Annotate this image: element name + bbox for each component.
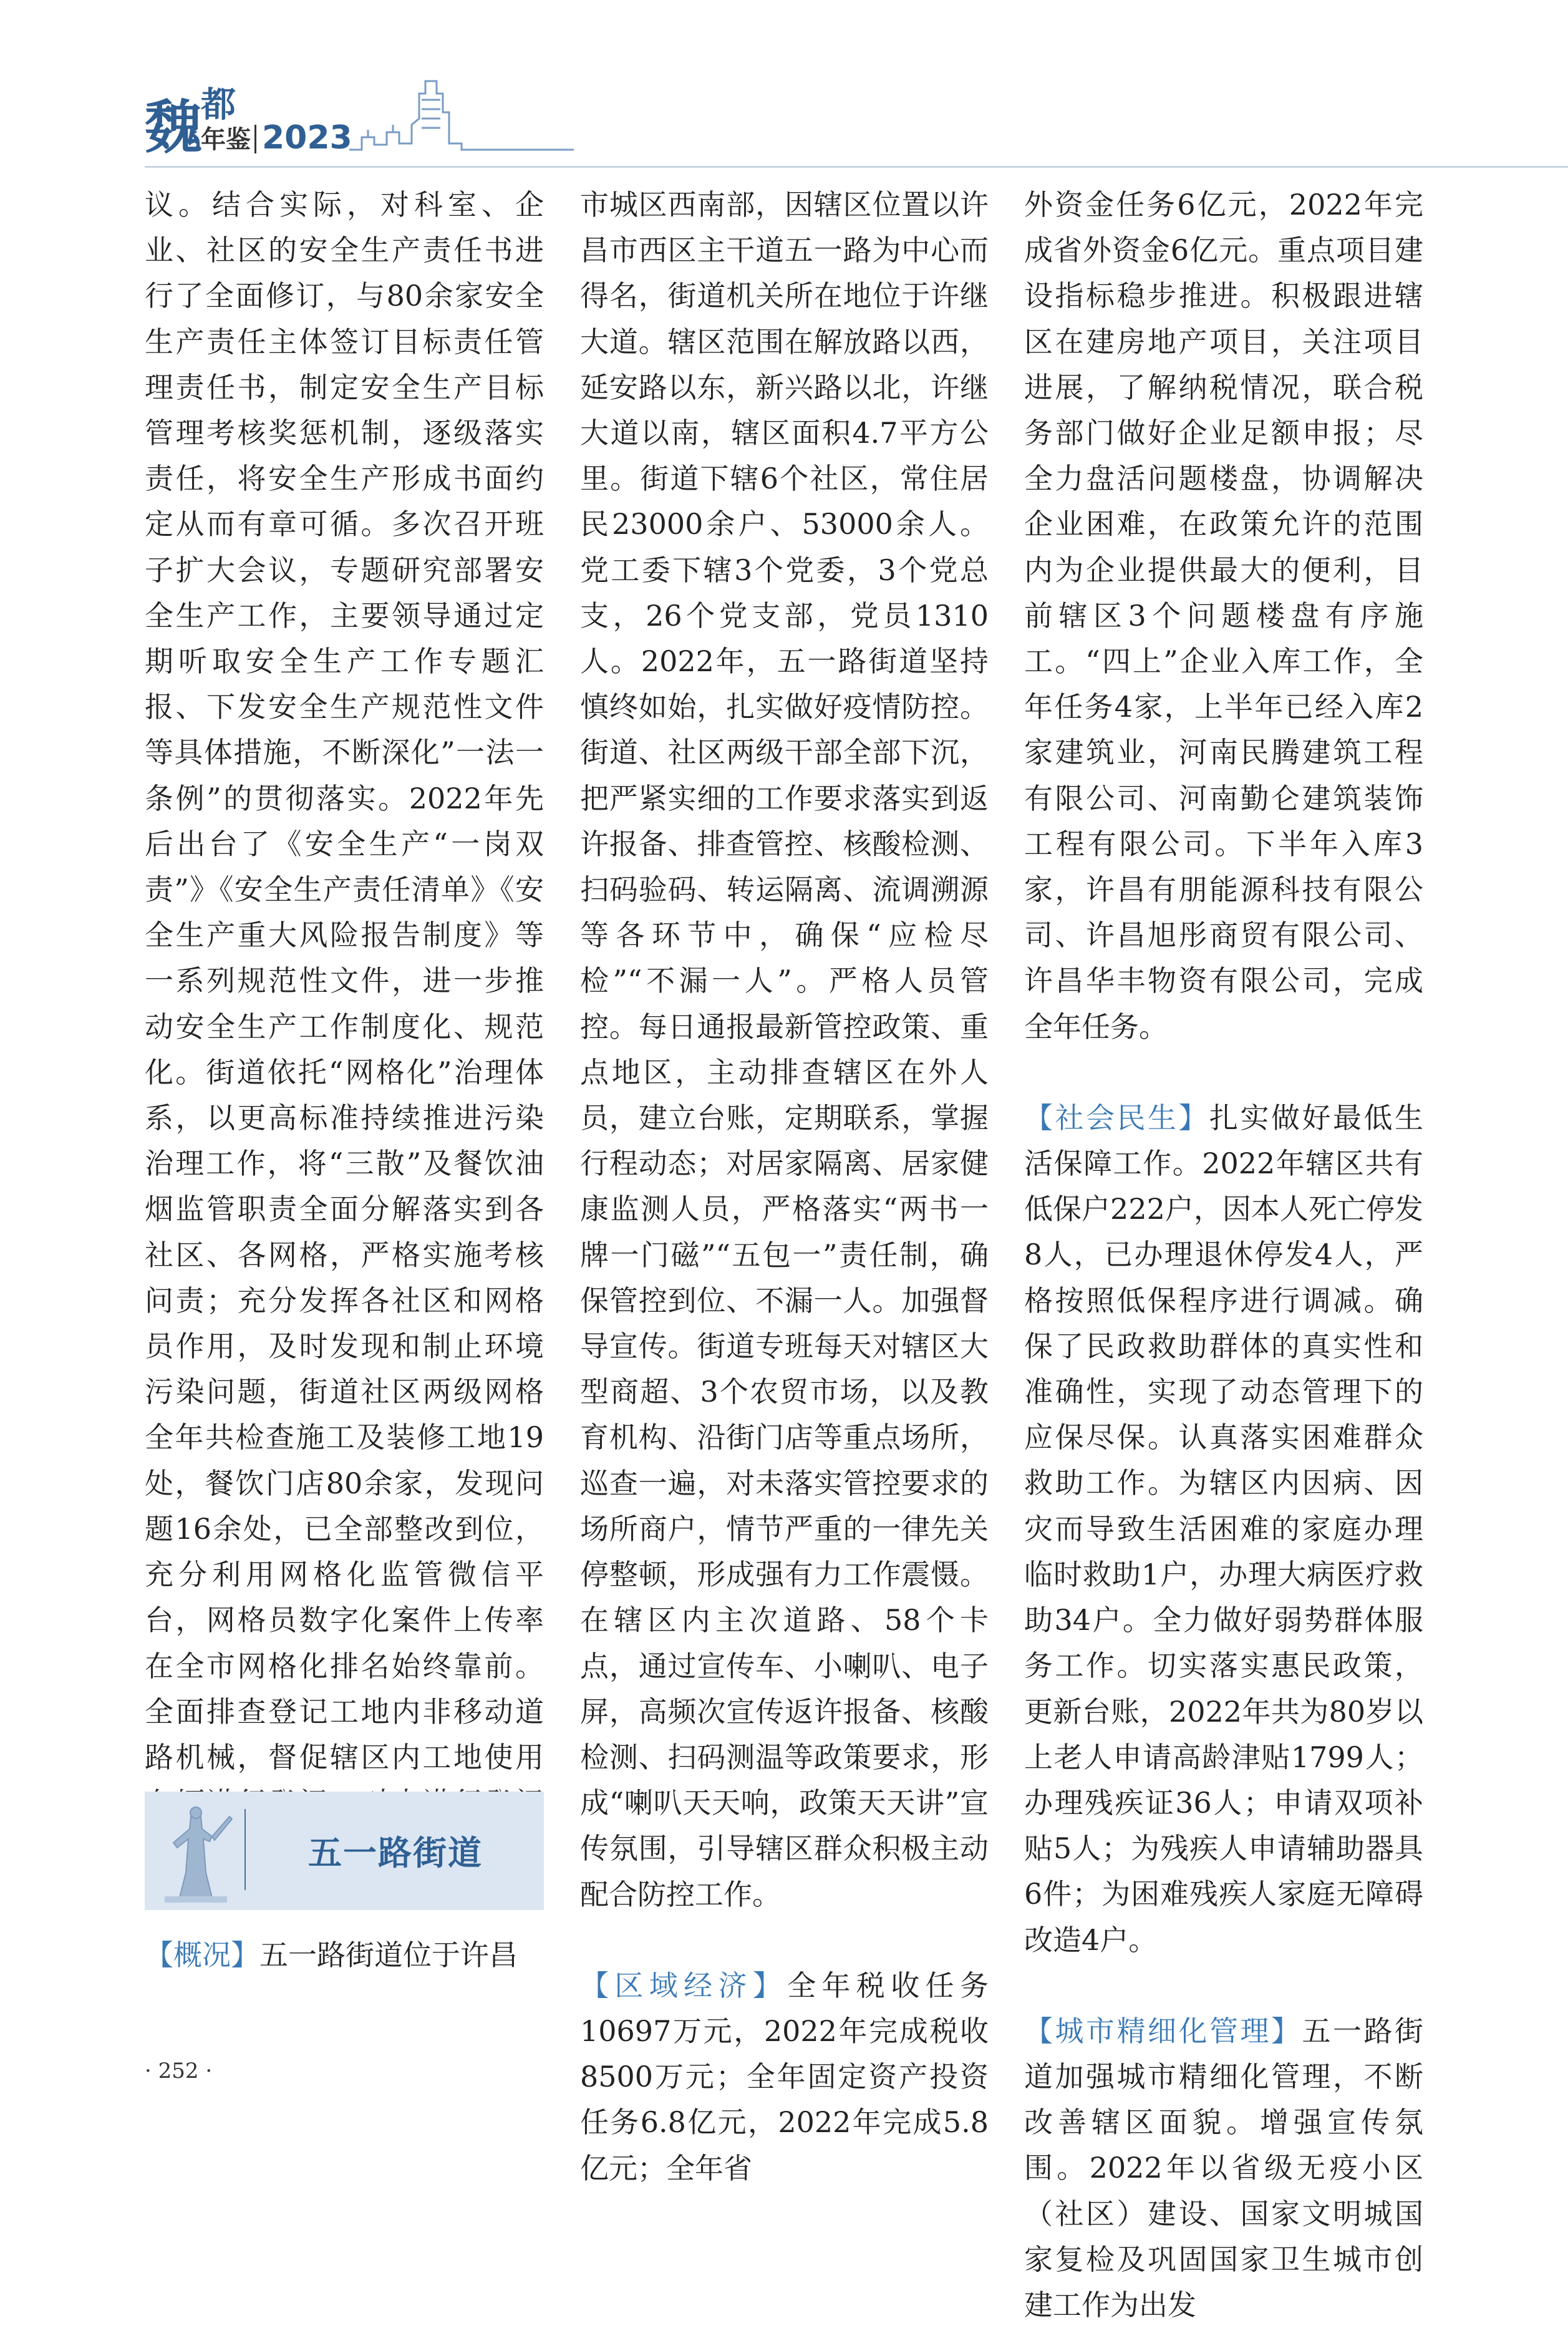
column-1 — [145, 182, 544, 1918]
page-number: · 252 · — [145, 2059, 213, 2083]
column-2 — [580, 182, 989, 2191]
banner-divider — [244, 1809, 246, 1890]
column-3 — [1024, 182, 1423, 2328]
urban-management-paragraph — [1024, 2009, 1423, 2328]
regional-economy-text: 全年税收任务10697万元，2022年完成税收8500万元；全年固定资产投资任务6.8亿元，2022年完成5.8亿元；全年省 — [580, 1968, 989, 2185]
section-title: 五一路街道 — [308, 1833, 483, 1873]
logo-divider — [254, 125, 256, 153]
logo-du-char: 都 — [201, 84, 236, 125]
social-livelihood-text: 扎实做好最低生活保障工作。2022年辖区共有低保户222户，因本人死亡停发8人，已办理退休停发4人，严格按照低保程序进行调减。确保了民政救助群体的真实性和准确性，实现了动态管理下的应保尽保。认真落实困难群众救助工作。为辖区内因病、因灾而导致生活困难的家庭办理临时救助1户，办理大病医疗救助34户。全力做好弱势群体服务工作。切实落实惠民政策，更新台账，2022年共为80岁以上老人申请高龄津贴1799人；办理残疾证36人；申请双项补贴5人；为残疾人申请辅助器具6件；为困难残疾人家庭无障碍改造4户。 — [1024, 1100, 1423, 1957]
page-header — [0, 0, 1568, 168]
overview-paragraph — [145, 1933, 544, 1978]
col1-paragraph: 议。结合实际，对科室、企业、社区的安全生产责任书进行了全面修订，与80余家安全生产责任主体签订目标责任管理责任书，制定安全生产目标管理考核奖惩机制，逐级落实责任，将安全生产形成书面约定从而有章可循。多次召开班子扩大会议，专题研究部署安全生产工作，主要领导通过定期听取安全生产工作专题汇报、下发安全生产规范性文件等具体措施，不断深化”一法一条例”的贯彻落实。2022年先后出台了《安全生产“一岗双责”》《安全生产责任清单》《安全生产重大风险报告制度》等一系列规范性文件，进一步推动安全生产工作制度化、规范化。街道依托“网格化”治理体系，以更高标准持续推进污染治理工作，将“三散”及餐饮油烟监管职责全面分解落实到各社区、各网格，严格实施考核问责；充分发挥各社区和网格员作用，及时发现和制止环境污染问题，街道社区两级网格全年共检查施工及装修工地19处，餐饮门店80余家，发现问题16余处，已全部整改到位，充分利用网格化监管微信平台，网格员数字化案件上传率在全市网格化排名始终靠前。全面排查登记工地内非移动道路机械，督促辖区内工地使用 — [145, 188, 544, 1774]
regional-economy-tag: 【区域经济】 — [580, 1968, 788, 2002]
urban-management-text: 五一路街道加强城市精细化管理，不断改善辖区面貌。增强宣传氛围。2022年以省级无疫小区（社区）建设、国家文明城国家复检及巩固国家卫生城市创建工作为出发 — [1024, 2014, 1423, 2322]
overview-text: 五一路街道位于许昌 — [259, 1938, 518, 1972]
social-livelihood-paragraph — [1024, 1095, 1423, 1963]
logo-yearbook-label: 年鉴 — [201, 125, 251, 154]
col2-paragraph: 市城区西南部，因辖区位置以许昌市西区主干道五一路为中心而得名，街道机关所在地位于许继大道。辖区范围在解放路以西，延安路以东，新兴路以北，许继大道以南，辖区面积4.7平方公里。街道下辖6个社区，常住居民23000余户、53000余人。党工委下辖3个党委，3个党总支，26个党支部，党员1310人。2022年，五一路街道坚持慎终如始，扎实做好疫情防控。街道、社区两级干部全部下沉，把严紧实细的工作要求落实到返许报备、排查管控、核酸检测、扫码验码、转运隔离、流调溯源等各环节中，确保“应检尽检”“不漏一人”。严格人员管控。每日通报最新管控政策、重点地区，主动排查辖区在外人员，建立台账，定期联系，掌握行程动态；对居家隔离、居家健康监测人员，严格落实“两书一牌一门磁”“五包一”责任制，确保管控到位、不漏一人。加强督导宣传。街道专班每天对辖区大型商超、3个农贸市场，以及教育机构、沿街门店等重点场所，巡查一遍，对未落实管控要求的场所商户，情节严重的一律先关停整顿，形成强有力工作震慑。在辖区内主次道路、58个卡点，通过宣传车、小喇叭、电子屏，高频次宣传返许报备、核酸检测、扫码测温等政策要求，形成“喇叭天天响，政策天天讲”宣传氛围，引导辖区群众积极主动配合防控工作。 — [580, 188, 989, 1911]
logo-year: 2023 — [262, 119, 352, 157]
urban-management-tag: 【城市精细化管理】 — [1024, 2014, 1302, 2048]
social-livelihood-tag: 【社会民生】 — [1024, 1100, 1209, 1135]
overview-tag: 【概况】 — [145, 1938, 259, 1972]
regional-economy-paragraph — [580, 1963, 989, 2191]
header-rule — [145, 166, 1568, 168]
section-banner — [145, 1792, 544, 1910]
logo-wei-char: 魏 — [145, 94, 203, 161]
col3-paragraph: 外资金任务6亿元，2022年完成省外资金6亿元。重点项目建设指标稳步推进。积极跟进辖区在建房地产项目，关注项目进展，了解纳税情况，联合税务部门做好企业足额申报；尽全力盘活问题楼盘，协调解决企业困难，在政策允许的范围内为企业提供最大的便利，目前辖区3个问题楼盘有序施工。“四上”企业入库工作，全年任务4家，上半年已经入库2家建筑业，河南民腾建筑工程有限公司、河南勤仑建筑装饰工程有限公司。下半年入库3家，许昌有朋能源科技有限公司、许昌旭彤商贸有限公司、许昌华丰物资有限公司，完成全年任务。 — [1024, 188, 1423, 1044]
city-skyline-icon — [349, 75, 574, 168]
statue-icon — [152, 1804, 240, 1904]
